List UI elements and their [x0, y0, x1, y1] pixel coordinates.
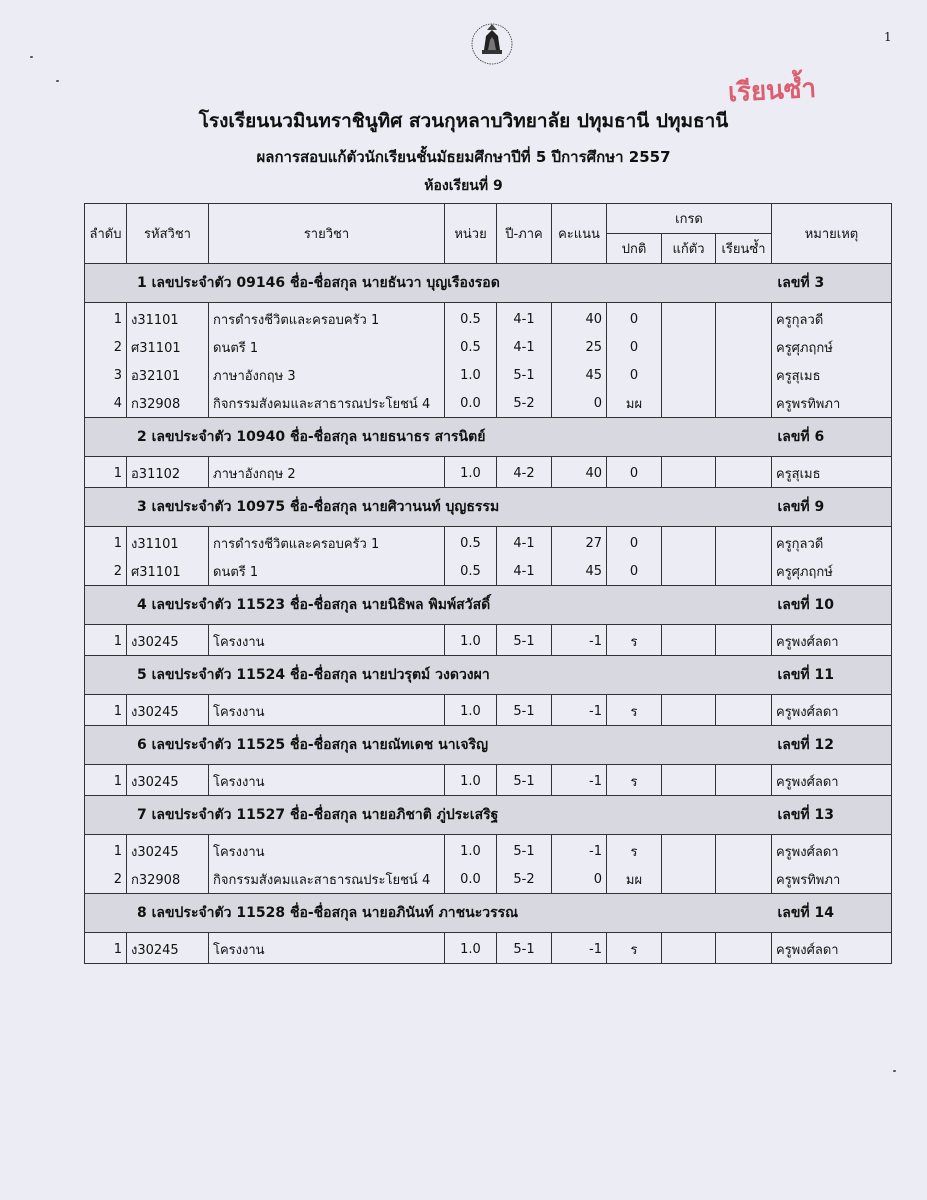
course-score: 25: [552, 333, 607, 361]
grade-repeat: [716, 835, 772, 866]
grade-normal: 0: [607, 457, 662, 488]
course-row: [85, 835, 892, 866]
course-order: 1: [85, 457, 127, 488]
grade-normal: ร: [607, 625, 662, 656]
grade-retest: [662, 835, 716, 866]
course-subject: ดนตรี 1: [209, 557, 445, 586]
grade-retest: [662, 361, 716, 389]
course-term: 4-1: [497, 303, 552, 334]
course-order: 3: [85, 361, 127, 389]
course-row: [85, 865, 892, 894]
course-row: [85, 625, 892, 656]
course-code: ง30245: [127, 695, 209, 726]
col-order-header: ลำดับ: [85, 204, 127, 264]
grade-repeat: [716, 625, 772, 656]
col-grade-retest-header: แก้ตัว: [662, 234, 716, 264]
course-unit: 0.5: [445, 527, 497, 558]
course-teacher-remark: ครูกุลวดี: [772, 303, 892, 334]
student-seat-number: เลขที่ 13: [772, 796, 892, 835]
grade-retest: [662, 933, 716, 964]
course-score: 40: [552, 303, 607, 334]
course-score: 45: [552, 557, 607, 586]
course-order: 2: [85, 333, 127, 361]
student-seat-number: เลขที่ 6: [772, 418, 892, 457]
grade-repeat: [716, 865, 772, 894]
course-score: 0: [552, 865, 607, 894]
course-subject: ภาษาอังกฤษ 3: [209, 361, 445, 389]
course-order: 1: [85, 695, 127, 726]
course-teacher-remark: ครูพงศ์ลดา: [772, 625, 892, 656]
grade-repeat: [716, 457, 772, 488]
grade-repeat: [716, 389, 772, 418]
course-term: 5-1: [497, 361, 552, 389]
course-teacher-remark: ครูศุภฤกษ์: [772, 557, 892, 586]
grade-retest: [662, 527, 716, 558]
course-score: 45: [552, 361, 607, 389]
course-teacher-remark: ครูพงศ์ลดา: [772, 835, 892, 866]
student-row: [85, 796, 892, 835]
grade-normal: มผ: [607, 865, 662, 894]
course-unit: 1.0: [445, 695, 497, 726]
course-teacher-remark: ครูพงศ์ลดา: [772, 933, 892, 964]
student-seat-number: เลขที่ 9: [772, 488, 892, 527]
course-subject: การดำรงชีวิตและครอบครัว 1: [209, 303, 445, 334]
grade-repeat: [716, 303, 772, 334]
student-row: [85, 418, 892, 457]
col-grade-header: เกรด: [607, 204, 772, 234]
course-row: [85, 333, 892, 361]
repeat-class-stamp: เรียนซ้ำ: [727, 73, 817, 109]
course-code: ศ31101: [127, 557, 209, 586]
course-term: 4-1: [497, 557, 552, 586]
course-term: 5-1: [497, 765, 552, 796]
grade-normal: 0: [607, 527, 662, 558]
course-row: [85, 933, 892, 964]
grade-normal: ร: [607, 765, 662, 796]
course-score: 40: [552, 457, 607, 488]
room-label: ห้องเรียนที่ 9: [424, 178, 503, 194]
student-row: [85, 656, 892, 695]
course-code: ง30245: [127, 933, 209, 964]
course-row: [85, 361, 892, 389]
course-unit: 1.0: [445, 933, 497, 964]
course-subject: โครงงาน: [209, 835, 445, 866]
student-row: [85, 586, 892, 625]
student-seat-number: เลขที่ 10: [772, 586, 892, 625]
student-row: [85, 894, 892, 933]
course-term: 5-1: [497, 933, 552, 964]
col-subject-header: รายวิชา: [209, 204, 445, 264]
course-code: ศ31101: [127, 333, 209, 361]
col-term-header: ปี-ภาค: [497, 204, 552, 264]
grade-repeat: [716, 557, 772, 586]
course-unit: 1.0: [445, 361, 497, 389]
course-teacher-remark: ครูพรทิพภา: [772, 865, 892, 894]
course-teacher-remark: ครูศุภฤกษ์: [772, 333, 892, 361]
course-subject: กิจกรรมสังคมและสาธารณประโยชน์ 4: [209, 865, 445, 894]
student-info: 7 เลขประจำตัว 11527 ชื่อ-ชื่อสกุล นายอภิชาติ ภู่ประเสริฐ: [85, 796, 772, 835]
course-code: ง30245: [127, 835, 209, 866]
col-grade-repeat-header: เรียนซ้ำ: [716, 234, 772, 264]
student-info: 4 เลขประจำตัว 11523 ชื่อ-ชื่อสกุล นายนิธิพล พิมพ์สวัสดิ์: [85, 586, 772, 625]
course-subject: กิจกรรมสังคมและสาธารณประโยชน์ 4: [209, 389, 445, 418]
grade-repeat: [716, 361, 772, 389]
grade-retest: [662, 625, 716, 656]
course-code: อ31102: [127, 457, 209, 488]
course-score: 0: [552, 389, 607, 418]
scan-speck: [30, 56, 33, 58]
course-row: [85, 389, 892, 418]
student-row: [85, 488, 892, 527]
course-unit: 0.5: [445, 303, 497, 334]
student-info: 8 เลขประจำตัว 11528 ชื่อ-ชื่อสกุล นายอภินันท์ ภาชนะวรรณ: [85, 894, 772, 933]
course-code: อ32101: [127, 361, 209, 389]
course-order: 2: [85, 557, 127, 586]
grade-normal: มผ: [607, 389, 662, 418]
course-unit: 0.5: [445, 333, 497, 361]
course-code: ง31101: [127, 527, 209, 558]
course-row: [85, 303, 892, 334]
course-score: 27: [552, 527, 607, 558]
course-code: ง30245: [127, 625, 209, 656]
course-teacher-remark: ครูพรทิพภา: [772, 389, 892, 418]
student-info: 5 เลขประจำตัว 11524 ชื่อ-ชื่อสกุล นายปวรุตม์ วงดวงผา: [85, 656, 772, 695]
student-seat-number: เลขที่ 14: [772, 894, 892, 933]
course-unit: 0.5: [445, 557, 497, 586]
course-unit: 1.0: [445, 625, 497, 656]
course-term: 5-2: [497, 865, 552, 894]
course-order: 2: [85, 865, 127, 894]
course-order: 1: [85, 835, 127, 866]
course-term: 5-2: [497, 389, 552, 418]
course-subject: โครงงาน: [209, 933, 445, 964]
course-teacher-remark: ครูพงศ์ลดา: [772, 765, 892, 796]
scan-speck: [56, 80, 59, 82]
course-subject: การดำรงชีวิตและครอบครัว 1: [209, 527, 445, 558]
grade-retest: [662, 389, 716, 418]
col-remark-header: หมายเหตุ: [772, 204, 892, 264]
page-number: 1: [884, 30, 892, 44]
grade-retest: [662, 865, 716, 894]
course-row: [85, 527, 892, 558]
course-score: -1: [552, 933, 607, 964]
course-order: 4: [85, 389, 127, 418]
grade-normal: 0: [607, 333, 662, 361]
course-order: 1: [85, 625, 127, 656]
course-term: 5-1: [497, 835, 552, 866]
grade-normal: ร: [607, 695, 662, 726]
grade-normal: ร: [607, 835, 662, 866]
student-info: 1 เลขประจำตัว 09146 ชื่อ-ชื่อสกุล นายธันวา บุญเรืองรอด: [85, 264, 772, 303]
student-row: [85, 726, 892, 765]
grade-retest: [662, 303, 716, 334]
student-seat-number: เลขที่ 11: [772, 656, 892, 695]
student-info: 2 เลขประจำตัว 10940 ชื่อ-ชื่อสกุล นายธนาธร สารนิตย์: [85, 418, 772, 457]
course-order: 1: [85, 527, 127, 558]
scan-speck: [893, 1070, 896, 1072]
grade-normal: 0: [607, 557, 662, 586]
grade-retest: [662, 695, 716, 726]
course-term: 4-1: [497, 527, 552, 558]
student-seat-number: เลขที่ 12: [772, 726, 892, 765]
course-term: 4-2: [497, 457, 552, 488]
course-subject: โครงงาน: [209, 695, 445, 726]
course-teacher-remark: ครูกุลวดี: [772, 527, 892, 558]
course-teacher-remark: ครูพงศ์ลดา: [772, 695, 892, 726]
course-row: [85, 457, 892, 488]
course-teacher-remark: ครูสุเมธ: [772, 457, 892, 488]
course-order: 1: [85, 765, 127, 796]
course-subject: ภาษาอังกฤษ 2: [209, 457, 445, 488]
course-unit: 1.0: [445, 835, 497, 866]
col-code-header: รหัสวิชา: [127, 204, 209, 264]
col-unit-header: หน่วย: [445, 204, 497, 264]
course-code: ก32908: [127, 865, 209, 894]
course-code: ง31101: [127, 303, 209, 334]
course-score: -1: [552, 835, 607, 866]
course-row: [85, 765, 892, 796]
grade-retest: [662, 333, 716, 361]
course-row: [85, 695, 892, 726]
student-info: 3 เลขประจำตัว 10975 ชื่อ-ชื่อสกุล นายศิวานนท์ บุญธรรม: [85, 488, 772, 527]
student-info: 6 เลขประจำตัว 11525 ชื่อ-ชื่อสกุล นายณัทเดช นาเจริญ: [85, 726, 772, 765]
course-row: [85, 557, 892, 586]
grade-normal: 0: [607, 303, 662, 334]
course-unit: 1.0: [445, 457, 497, 488]
grade-repeat: [716, 333, 772, 361]
report-subtitle: ผลการสอบแก้ตัวนักเรียนชั้นมัธยมศึกษาปีที่ 5 ปีการศึกษา 2557: [256, 148, 671, 166]
course-subject: โครงงาน: [209, 625, 445, 656]
course-order: 1: [85, 303, 127, 334]
grade-retest: [662, 457, 716, 488]
grade-repeat: [716, 695, 772, 726]
student-seat-number: เลขที่ 3: [772, 264, 892, 303]
course-unit: 0.0: [445, 389, 497, 418]
course-term: 4-1: [497, 333, 552, 361]
grade-repeat: [716, 765, 772, 796]
course-subject: ดนตรี 1: [209, 333, 445, 361]
grade-normal: ร: [607, 933, 662, 964]
grade-repeat: [716, 933, 772, 964]
course-term: 5-1: [497, 695, 552, 726]
course-code: ง30245: [127, 765, 209, 796]
course-order: 1: [85, 933, 127, 964]
grade-retest: [662, 765, 716, 796]
grades-table: [84, 203, 892, 964]
course-unit: 0.0: [445, 865, 497, 894]
course-score: -1: [552, 695, 607, 726]
course-unit: 1.0: [445, 765, 497, 796]
course-teacher-remark: ครูสุเมธ: [772, 361, 892, 389]
grade-retest: [662, 557, 716, 586]
school-title: โรงเรียนนวมินทราชินูทิศ สวนกุหลาบวิทยาลัย ปทุมธานี ปทุมธานี: [198, 110, 729, 132]
col-score-header: คะแนน: [552, 204, 607, 264]
student-row: [85, 264, 892, 303]
col-grade-normal-header: ปกติ: [607, 234, 662, 264]
grade-normal: 0: [607, 361, 662, 389]
course-subject: โครงงาน: [209, 765, 445, 796]
course-score: -1: [552, 765, 607, 796]
school-seal-logo: [468, 20, 516, 68]
course-score: -1: [552, 625, 607, 656]
course-code: ก32908: [127, 389, 209, 418]
course-term: 5-1: [497, 625, 552, 656]
grade-repeat: [716, 527, 772, 558]
